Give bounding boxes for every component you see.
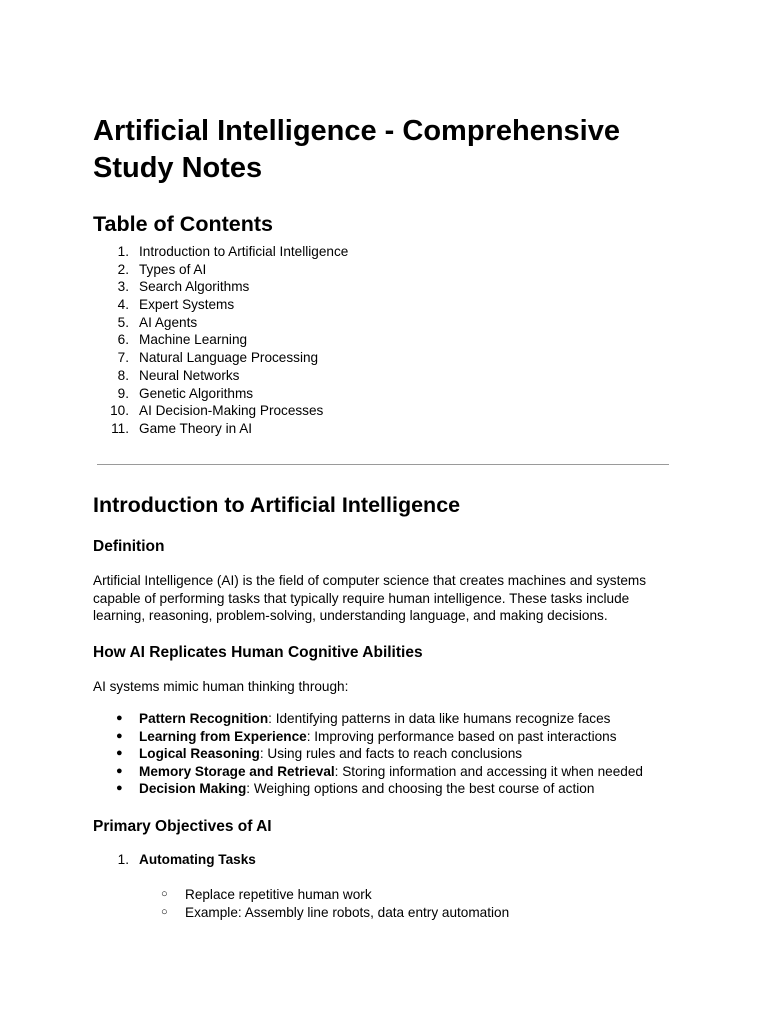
hollow-bullet-icon: ○ <box>161 905 168 918</box>
toc-item-label: Introduction to Artificial Intelligence <box>139 244 349 259</box>
toc-item-number: 7. <box>117 350 129 366</box>
toc-item-label: Expert Systems <box>139 297 235 313</box>
toc-item-number: 5. <box>117 314 129 330</box>
toc-item-number: 4. <box>117 297 129 313</box>
toc-item-label: Types of AI <box>139 261 207 277</box>
toc-heading: Table of Contents <box>93 212 273 236</box>
subheading-definition: Definition <box>93 538 165 555</box>
list-item-description: : Weighing options and choosing the best course of action <box>246 781 595 797</box>
definition-paragraph <box>93 572 683 625</box>
toc-item-number: 8. <box>117 367 129 383</box>
list-item-term: Decision Making <box>139 781 247 797</box>
bullet-icon: ● <box>116 747 123 760</box>
list-item-term: Logical Reasoning <box>139 746 260 762</box>
paragraph-line: Artificial Intelligence (AI) is the field of computer science that creates machines and systems <box>93 573 647 588</box>
document-title: Artificial Intelligence - Comprehensive Study Notes <box>93 115 620 184</box>
list-item-description: : Identifying patterns in data like humans recognize faces <box>268 711 611 726</box>
cognitive-lead-text: AI systems mimic human thinking through: <box>93 679 349 694</box>
bullet-icon: ● <box>116 729 123 742</box>
paragraph-line: capable of performing tasks that typically require human intelligence. These tasks include <box>93 590 630 606</box>
horizontal-rule <box>97 464 669 465</box>
list-item-term: Memory Storage and Retrieval <box>139 763 335 779</box>
toc-item-label: Natural Language Processing <box>139 350 319 366</box>
toc-item-label: Machine Learning <box>139 332 248 348</box>
subheading-primary-objectives: Primary Objectives of AI <box>93 818 272 835</box>
objective-number: 1. <box>117 852 129 867</box>
toc-item-label: Genetic Algorithms <box>139 385 254 401</box>
toc-item-label: Neural Networks <box>139 367 240 383</box>
toc-item-number: 2. <box>117 261 129 277</box>
objective-title: Automating Tasks <box>139 852 256 867</box>
hollow-bullet-icon: ○ <box>161 888 168 900</box>
list-item-description: : Improving performance based on past interactions <box>306 728 617 744</box>
list-item-description: : Storing information and accessing it when needed <box>334 763 643 779</box>
toc-item-label: Game Theory in AI <box>139 420 253 436</box>
toc-item-number: 9. <box>117 385 129 401</box>
sub-list-item-text: Replace repetitive human work <box>185 887 372 902</box>
list-item-description: : Using rules and facts to reach conclusions <box>259 746 523 762</box>
toc-item-label: AI Decision-Making Processes <box>139 403 324 419</box>
bullet-icon: ● <box>116 782 123 795</box>
toc-item-number: 6. <box>117 332 129 348</box>
toc-item-label: AI Agents <box>139 314 198 330</box>
bullet-icon: ● <box>116 712 123 724</box>
subheading-cognitive-abilities: How AI Replicates Human Cognitive Abilities <box>93 644 423 661</box>
list-item-term: Pattern Recognition <box>139 711 269 726</box>
toc-item-number: 11. <box>111 420 129 436</box>
section-heading-introduction: Introduction to Artificial Intelligence <box>93 493 461 517</box>
toc-item-number: 1. <box>117 244 129 259</box>
toc-item-number: 10. <box>110 403 129 419</box>
toc-item-number: 3. <box>117 279 129 295</box>
list-item-term: Learning from Experience <box>139 728 307 744</box>
sub-list-item-text: Example: Assembly line robots, data entry automation <box>185 904 510 920</box>
toc-item-label: Search Algorithms <box>139 279 250 295</box>
paragraph-line: learning, reasoning, problem-solving, understanding language, and making decisions. <box>93 608 608 624</box>
bullet-icon: ● <box>116 764 123 777</box>
